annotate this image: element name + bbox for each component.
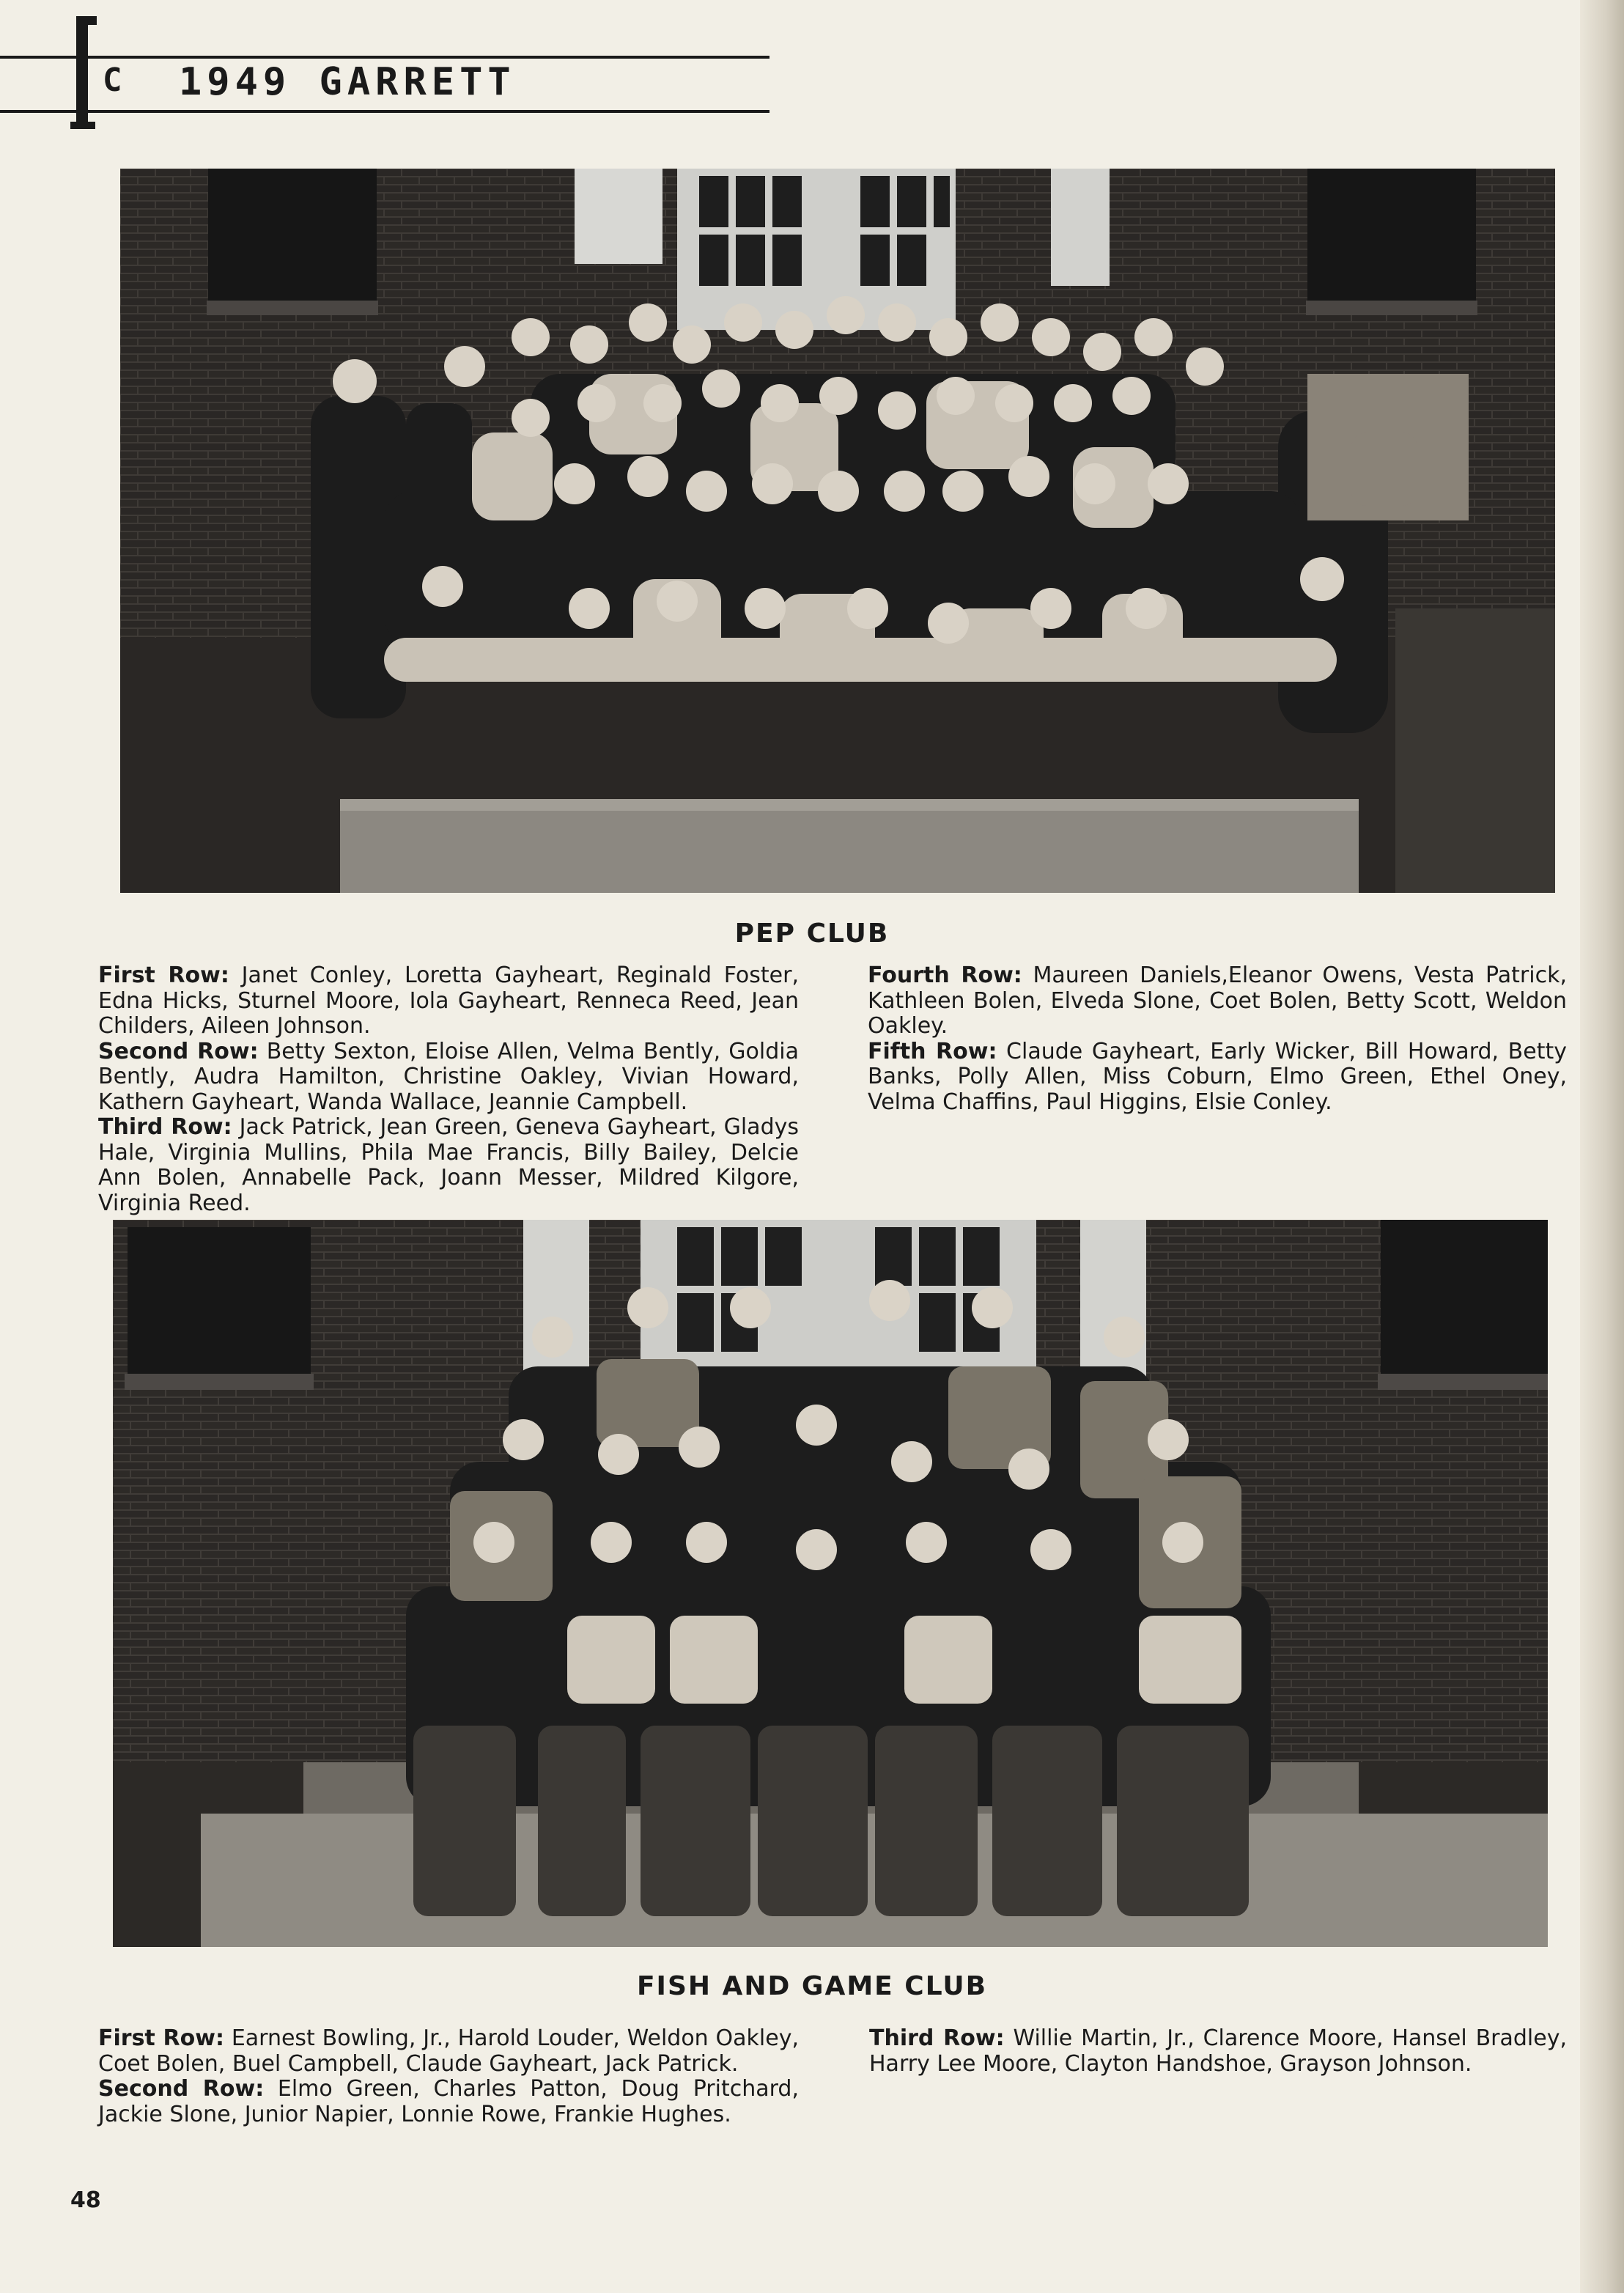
row-label: Second Row: [98, 1038, 259, 1064]
pep-club-fifth-row [868, 1039, 1567, 1116]
row-label: Fourth Row: [868, 963, 1022, 988]
pep-club-caption-right [868, 963, 1567, 1115]
header-rule-top [0, 56, 769, 59]
row-names: Janet Conley, Loretta Gayheart, Reginald Foster, Edna Hicks, Sturnel Moore, Iola Gayheart, Renneca Reed, Jean Childers, Aileen Johnson. [98, 963, 799, 1039]
fish-and-game-third-row [869, 2026, 1567, 2077]
fish-and-game-caption-left [98, 2026, 799, 2127]
header-rule-bottom [0, 110, 769, 113]
fish-and-game-club-title: FISH AND GAME CLUB [636, 1971, 988, 2001]
header-f-stem [76, 16, 88, 129]
row-label: First Row: [98, 963, 229, 988]
row-label: First Row: [98, 2025, 224, 2051]
row-label: Third Row: [869, 2025, 1005, 2051]
row-names: Betty Sexton, Eloise Allen, Velma Bently, Goldia Bently, Audra Hamilton, Christine Oakley, Vivian Howard, Kathern Gayheart, Wanda Wallace, Jeannie Campbell. [98, 1038, 799, 1115]
row-names: Maureen Daniels,Eleanor Owens, Vesta Patrick, Kathleen Bolen, Elveda Slone, Coet Bolen, Betty Scott, Weldon Oakley. [868, 963, 1568, 1039]
pep-club-second-row [98, 1039, 799, 1116]
pep-club-caption-left [98, 963, 799, 1216]
page-number: 48 [70, 2187, 101, 2213]
row-label: Third Row: [98, 1114, 232, 1140]
fish-and-game-second-row [98, 2077, 799, 2127]
row-names: Elmo Green, Charles Patton, Doug Pritchard, Jackie Slone, Junior Napier, Lonnie Rowe, Frankie Hughes. [98, 2076, 799, 2127]
header-title: 1949 GARRETT [179, 60, 516, 104]
row-names: Claude Gayheart, Early Wicker, Bill Howard, Betty Banks, Polly Allen, Miss Coburn, Elmo Green, Ethel Oney, Velma Chaffins, Paul Higgins, Elsie Conley. [868, 1038, 1567, 1115]
header-f-foot [70, 122, 95, 129]
pep-club-photo [120, 169, 1555, 893]
fish-and-game-club-photo [113, 1220, 1548, 1947]
pep-club-fourth-row [868, 963, 1567, 1039]
header-f-top [76, 16, 97, 25]
fish-and-game-first-row [98, 2026, 799, 2077]
pep-club-third-row [98, 1115, 799, 1216]
row-names: Earnest Bowling, Jr., Harold Louder, Weldon Oakley, Coet Bolen, Buel Campbell, Claude Gayheart, Jack Patrick. [98, 2025, 799, 2077]
header-section-code: C [103, 62, 124, 99]
pep-club-first-row [98, 963, 799, 1039]
row-label: Second Row: [98, 2076, 265, 2102]
row-names: Willie Martin, Jr., Clarence Moore, Hansel Bradley, Harry Lee Moore, Clayton Handshoe, Grayson Johnson. [869, 2025, 1568, 2077]
pep-club-title: PEP CLUB [734, 919, 890, 949]
row-label: Fifth Row: [868, 1038, 997, 1064]
page-edge-shadow [1580, 0, 1624, 2293]
row-names: Jack Patrick, Jean Green, Geneva Gayheart, Gladys Hale, Virginia Mullins, Phila Mae Francis, Billy Bailey, Delcie Ann Bolen, Annabelle Pack, Joann Messer, Mildred Kilgore, Virginia Reed. [98, 1114, 799, 1216]
fish-and-game-caption-right [869, 2026, 1567, 2077]
